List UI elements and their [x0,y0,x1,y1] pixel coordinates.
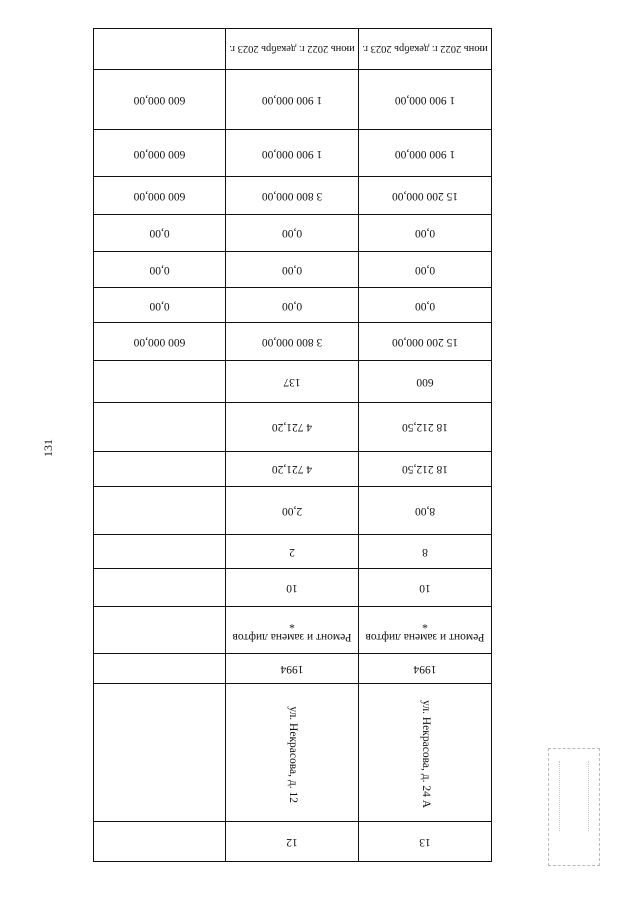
table-cell: Ремонт и замена лифтов * [226,607,359,654]
table-row [94,403,492,452]
table-row [94,684,492,821]
table-row [94,821,492,861]
table-cell: 0,00 [359,251,492,287]
table-cell [94,29,226,70]
table-row [94,653,492,683]
table-cell: 0,00 [94,251,226,287]
table-cell: июнь 2022 г. декабрь 2023 г. [226,29,359,70]
rotated-table-container [94,28,492,862]
table-cell: 1 900 000,00 [226,130,359,177]
table-cell: 3 800 000,00 [226,323,359,360]
table-cell: ул. Некрасова, д. 12 [226,684,359,821]
table-cell [94,568,226,606]
table-row [94,29,492,70]
table-cell [94,607,226,654]
table-row [94,130,492,177]
table-cell: 0,00 [226,287,359,322]
table-cell: июнь 2022 г. декабрь 2023 г. [359,29,492,70]
table-cell: 4 721,20 [226,403,359,452]
table-cell: 2 [226,534,359,568]
table-cell: 1994 [359,653,492,683]
table-cell: 1 900 000,00 [359,69,492,130]
table-row [94,607,492,654]
table-cell: 12 [226,821,359,861]
table-row [94,176,492,214]
table-cell: Ремонт и замена лифтов * [359,607,492,654]
table-cell: 8 [359,534,492,568]
table-cell: ул. Некрасова, д. 24 А [359,684,492,821]
table-cell: 1994 [226,653,359,683]
table-cell: 8,00 [359,487,492,535]
table-cell: 0,00 [226,215,359,251]
page-number: 131 [41,439,55,457]
table-cell: 0,00 [359,287,492,322]
table-row [94,69,492,130]
table-cell: 137 [226,360,359,402]
table-row [94,568,492,606]
table-cell [94,451,226,486]
table-cell: 0,00 [359,215,492,251]
table-cell: 3 800 000,00 [226,176,359,214]
table-cell: 600 000,00 [94,176,226,214]
table-cell: 600 000,00 [94,323,226,360]
table-cell: 600 000,00 [94,130,226,177]
table-cell: 4 721,20 [226,451,359,486]
table-cell: 600 000,00 [94,69,226,130]
table-cell: 0,00 [94,215,226,251]
table-cell: 1 900 000,00 [226,69,359,130]
table-row [94,451,492,486]
table-cell: 18 212,50 [359,451,492,486]
table-row [94,360,492,402]
table-cell: 15 200 000,00 [359,176,492,214]
table-cell [94,653,226,683]
scan-stamp-mark [548,748,600,866]
table-cell: 1 900 000,00 [359,130,492,177]
table-row [94,215,492,251]
table-row [94,323,492,360]
table-cell: 0,00 [94,287,226,322]
table-cell [94,403,226,452]
table-cell [94,487,226,535]
table-row [94,251,492,287]
table-cell: 18 212,50 [359,403,492,452]
table-cell: 600 [359,360,492,402]
table-cell: 13 [359,821,492,861]
table-cell [94,821,226,861]
table-cell: 0,00 [226,251,359,287]
table-cell: 2,00 [226,487,359,535]
table-row [94,287,492,322]
table-cell: 10 [226,568,359,606]
table-cell [94,360,226,402]
table-row [94,487,492,535]
table-cell [94,684,226,821]
repair-schedule-table [93,28,492,862]
table-cell: 15 200 000,00 [359,323,492,360]
table-cell [94,534,226,568]
table-cell: 10 [359,568,492,606]
table-row [94,534,492,568]
